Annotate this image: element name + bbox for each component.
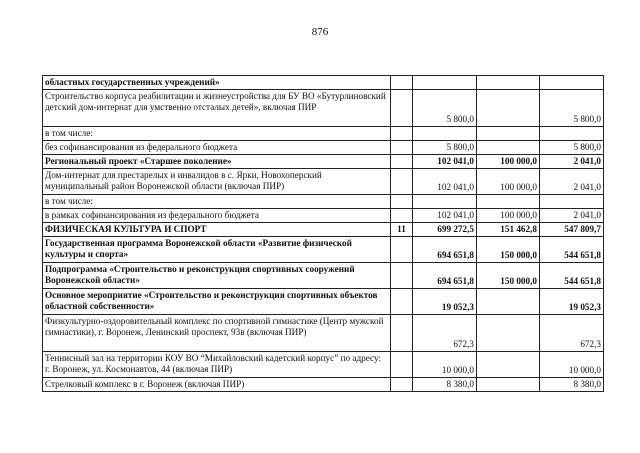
row-regional-cell: 547 809,7 bbox=[540, 223, 604, 237]
table-row bbox=[43, 263, 604, 289]
row-total-cell bbox=[413, 76, 477, 90]
table-row bbox=[43, 289, 604, 315]
row-federal-cell bbox=[477, 289, 540, 315]
row-code-cell bbox=[391, 141, 413, 155]
row-total-cell bbox=[413, 127, 477, 141]
row-code-cell bbox=[391, 315, 413, 352]
row-name-cell: в том числе: bbox=[43, 195, 391, 209]
row-regional-cell: 19 052,3 bbox=[540, 289, 604, 315]
row-federal-cell bbox=[477, 352, 540, 378]
row-regional-cell: 544 651,8 bbox=[540, 263, 604, 289]
table-row bbox=[43, 127, 604, 141]
row-regional-cell: 2 041,0 bbox=[540, 155, 604, 169]
row-total-cell: 19 052,3 bbox=[413, 289, 477, 315]
table-row bbox=[43, 155, 604, 169]
table-row bbox=[43, 237, 604, 263]
row-total-cell: 672,3 bbox=[413, 315, 477, 352]
table-row bbox=[43, 223, 604, 237]
row-federal-cell: 100 000,0 bbox=[477, 209, 540, 223]
row-total-cell: 694 651,8 bbox=[413, 237, 477, 263]
row-name-cell: ФИЗИЧЕСКАЯ КУЛЬТУРА И СПОРТ bbox=[43, 223, 391, 237]
row-code-cell bbox=[391, 289, 413, 315]
row-federal-cell: 100 000,0 bbox=[477, 155, 540, 169]
row-federal-cell bbox=[477, 90, 540, 127]
row-federal-cell: 150 000,0 bbox=[477, 263, 540, 289]
table-row bbox=[43, 352, 604, 378]
row-total-cell: 102 041,0 bbox=[413, 209, 477, 223]
row-total-cell bbox=[413, 195, 477, 209]
row-name-cell: Физкультурно-оздоровительный комплекс по спортивной гимнастике (Центр мужской гимнастики), г. Воронеж, Ленинский проспект, 93в (включая ПИР) bbox=[43, 315, 391, 352]
table-row bbox=[43, 315, 604, 352]
row-federal-cell bbox=[477, 315, 540, 352]
row-code-cell bbox=[391, 263, 413, 289]
row-name-cell: Основное мероприятие «Строительство и реконструкция спортивных объектов областной собственности» bbox=[43, 289, 391, 315]
table-row bbox=[43, 76, 604, 90]
row-regional-cell: 8 380,0 bbox=[540, 378, 604, 392]
row-name-cell: Стрелковый комплекс в г. Воронеж (включая ПИР) bbox=[43, 378, 391, 392]
row-name-cell: Строительство корпуса реабилитации и жизнеустройства для БУ ВО «Бутурлиновский детский дом-интернат для умственно отсталых детей», включая ПИР bbox=[43, 90, 391, 127]
row-code-cell: 11 bbox=[391, 223, 413, 237]
row-total-cell: 5 800,0 bbox=[413, 90, 477, 127]
row-total-cell: 8 380,0 bbox=[413, 378, 477, 392]
row-code-cell bbox=[391, 195, 413, 209]
row-name-cell: Дом-интернат для престарелых и инвалидов в с. Ярки, Новохоперский муниципальный район Воронежской области (включая ПИР) bbox=[43, 169, 391, 195]
row-code-cell bbox=[391, 76, 413, 90]
row-name-cell: без софинансирования из федерального бюджета bbox=[43, 141, 391, 155]
row-name-cell: Региональный проект «Старшее поколение» bbox=[43, 155, 391, 169]
row-federal-cell: 100 000,0 bbox=[477, 169, 540, 195]
row-regional-cell: 10 000,0 bbox=[540, 352, 604, 378]
row-name-cell: Теннисный зал на территории КОУ ВО “Михайловский кадетский корпус” по адресу: г. Воронеж, ул. Космонавтов, 44 (включая ПИР) bbox=[43, 352, 391, 378]
row-name-cell: областных государственных учреждений» bbox=[43, 76, 391, 90]
row-regional-cell: 672,3 bbox=[540, 315, 604, 352]
row-regional-cell bbox=[540, 195, 604, 209]
table-row bbox=[43, 195, 604, 209]
table-row bbox=[43, 209, 604, 223]
row-total-cell: 699 272,5 bbox=[413, 223, 477, 237]
row-name-cell: в том числе: bbox=[43, 127, 391, 141]
row-code-cell bbox=[391, 352, 413, 378]
row-regional-cell: 2 041,0 bbox=[540, 209, 604, 223]
row-total-cell: 10 000,0 bbox=[413, 352, 477, 378]
row-regional-cell bbox=[540, 127, 604, 141]
row-total-cell: 694 651,8 bbox=[413, 263, 477, 289]
row-federal-cell bbox=[477, 141, 540, 155]
row-total-cell: 102 041,0 bbox=[413, 155, 477, 169]
row-federal-cell bbox=[477, 378, 540, 392]
table-row bbox=[43, 169, 604, 195]
row-code-cell bbox=[391, 209, 413, 223]
row-name-cell: в рамках софинансирования из федерального бюджета bbox=[43, 209, 391, 223]
row-code-cell bbox=[391, 169, 413, 195]
row-code-cell bbox=[391, 90, 413, 127]
row-regional-cell: 544 651,8 bbox=[540, 237, 604, 263]
row-regional-cell: 5 800,0 bbox=[540, 90, 604, 127]
table-row bbox=[43, 378, 604, 392]
row-federal-cell bbox=[477, 195, 540, 209]
row-code-cell bbox=[391, 127, 413, 141]
row-regional-cell bbox=[540, 76, 604, 90]
row-federal-cell bbox=[477, 127, 540, 141]
row-name-cell: Подпрограмма «Строительство и реконструкция спортивных сооружений Воронежской области» bbox=[43, 263, 391, 289]
row-total-cell: 102 041,0 bbox=[413, 169, 477, 195]
table-row bbox=[43, 90, 604, 127]
row-federal-cell: 150 000,0 bbox=[477, 237, 540, 263]
row-total-cell: 5 800,0 bbox=[413, 141, 477, 155]
row-regional-cell: 5 800,0 bbox=[540, 141, 604, 155]
row-code-cell bbox=[391, 155, 413, 169]
table-row bbox=[43, 141, 604, 155]
row-federal-cell bbox=[477, 76, 540, 90]
budget-table bbox=[42, 75, 604, 392]
row-federal-cell: 151 462,8 bbox=[477, 223, 540, 237]
table-body bbox=[43, 76, 604, 392]
row-code-cell bbox=[391, 237, 413, 263]
page-number: 876 bbox=[311, 26, 329, 38]
row-name-cell: Государственная программа Воронежской области «Развитие физической культуры и спорта» bbox=[43, 237, 391, 263]
row-regional-cell: 2 041,0 bbox=[540, 169, 604, 195]
row-code-cell bbox=[391, 378, 413, 392]
